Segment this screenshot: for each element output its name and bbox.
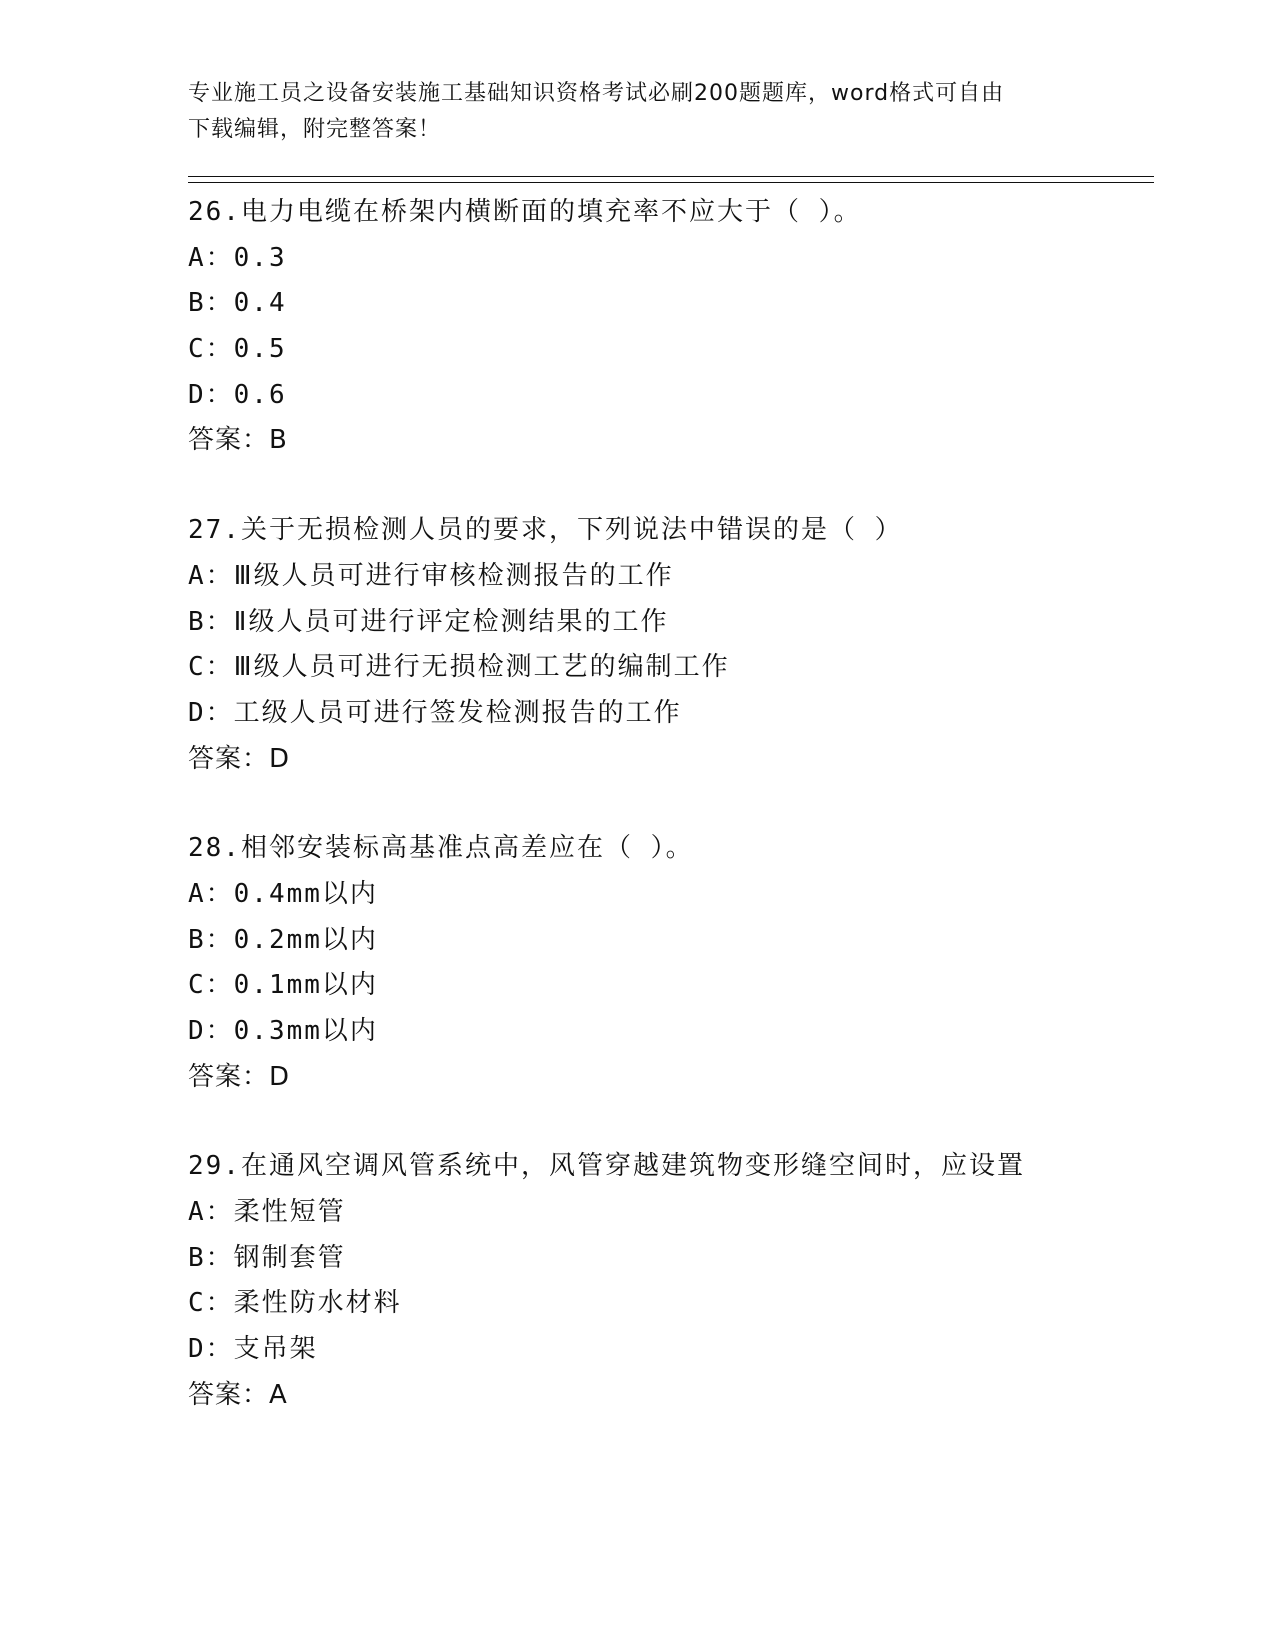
option-a: A：0.4mm以内: [188, 878, 378, 909]
option-b: B：Ⅱ级人员可进行评定检测结果的工作: [188, 606, 669, 637]
option-c: C：0.5: [188, 334, 287, 365]
question-stem: 28.相邻安装标高基准点高差应在（ ）。: [188, 833, 694, 864]
question-29: [188, 1144, 1154, 1418]
option-d: D：0.3mm以内: [188, 1016, 378, 1046]
question-28: [188, 826, 1154, 1100]
option-a: A：Ⅲ级人员可进行审核检测报告的工作: [188, 560, 674, 591]
option-b: B：0.2mm以内: [188, 924, 378, 955]
option-a: A：0.3: [188, 242, 287, 273]
document-header: [188, 76, 1068, 148]
header-line-2: 下载编辑，附完整答案！: [188, 117, 442, 142]
answer-line: 答案：D: [188, 1061, 291, 1092]
question-stem: 29.在通风空调风管系统中，风管穿越建筑物变形缝空间时，应设置: [188, 1151, 1025, 1182]
question-list: [188, 190, 1154, 1463]
question-26: [188, 190, 1154, 464]
question-stem: 27.关于无损检测人员的要求，下列说法中错误的是（ ）: [188, 515, 903, 546]
question-stem: 26.电力电缆在桥架内横断面的填充率不应大于（ ）。: [188, 197, 862, 227]
option-b: B：钢制套管: [188, 1242, 346, 1273]
option-c: C：Ⅲ级人员可进行无损检测工艺的编制工作: [188, 652, 730, 683]
option-c: C：0.1mm以内: [188, 970, 378, 1001]
option-b: B：0.4: [188, 288, 287, 319]
answer-line: 答案：D: [188, 743, 291, 774]
header-divider-top: [188, 176, 1154, 177]
header-divider-bottom: [188, 182, 1154, 183]
question-27: [188, 508, 1154, 782]
option-d: D：0.6: [188, 379, 287, 410]
answer-line: 答案：A: [188, 1379, 288, 1410]
option-d: D：工级人员可进行签发检测报告的工作: [188, 697, 682, 728]
option-a: A：柔性短管: [188, 1197, 346, 1228]
answer-line: 答案：B: [188, 425, 288, 456]
header-line-1: 专业施工员之设备安装施工基础知识资格考试必刷200题题库，word格式可自由: [188, 81, 1005, 106]
option-d: D：支吊架: [188, 1334, 318, 1365]
option-c: C：柔性防水材料: [188, 1288, 402, 1319]
